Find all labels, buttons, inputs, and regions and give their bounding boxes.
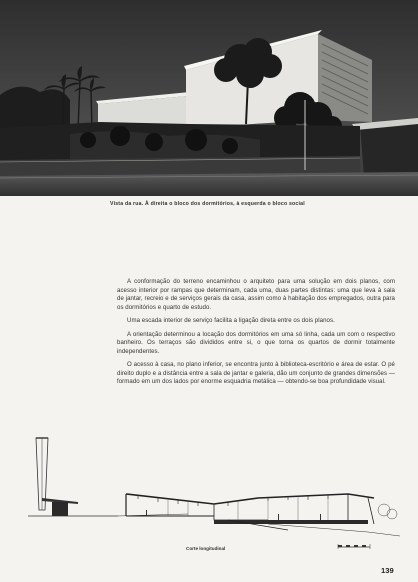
paragraph: A orientação determinou a locação dos dormitórios em uma só linha, cada um com o respectivo banheiro. Os terraços são divididos entre si, o que torna os quartos de dormir totalmente independentes. xyxy=(117,330,395,355)
photo-caption: Vista da rua. À direita o bloco dos dormitórios, à esquerda o bloco social xyxy=(110,201,305,207)
page-number: 139 xyxy=(381,566,394,575)
street-view-photo xyxy=(0,0,418,196)
paragraph: A conformação do terreno encaminhou o arquiteto para uma solução em dois planos, com acesso interior por rampas que determinam, cada uma, duas partes distintas: uma que leva à sala de jantar, recreio e de serviços gerais da casa, assim como à habitação dos empregados, outra para os dormitórios e quarto de estudo. xyxy=(117,278,395,311)
section-caption: Corte longitudinal xyxy=(186,546,226,551)
scale-bar-icon xyxy=(337,538,371,548)
body-text xyxy=(117,278,395,392)
paragraph: Uma escada interior de serviço facilita a ligação direta entre os dois planos. xyxy=(127,317,335,325)
paragraph: O acesso à casa, no plano inferior, se encontra junto à biblioteca-escritório e área de estar. O pé direito duplo e a distância entre a sala de jantar e galeria, dão um conjunto de grandes dimensões — formado em um dos lados por enorme esquadria metálica — obtendo-se boa profundidade visual. xyxy=(117,361,395,386)
